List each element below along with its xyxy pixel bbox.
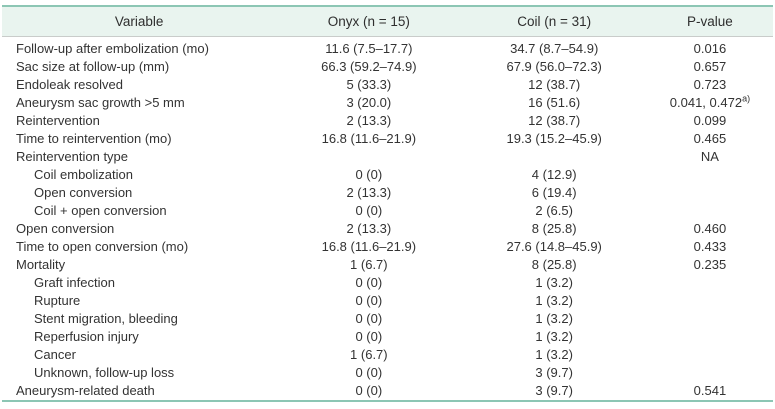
table-row: [2, 292, 773, 310]
coil-value-cell: 34.7 (8.7–54.9): [510, 40, 599, 56]
pvalue-cell: [647, 148, 773, 166]
coil-value-cell: 12 (38.7): [528, 112, 581, 128]
outcomes-comparison-table: [2, 5, 773, 402]
pvalue-text: 0.541: [693, 382, 727, 398]
column-header: Variable: [2, 6, 276, 37]
table-row: [2, 220, 773, 238]
coil-value-cell: 6 (19.4): [531, 184, 577, 200]
coil-value-cell: 27.6 (14.8–45.9): [506, 238, 602, 254]
coil-value-cell: 12 (38.7): [528, 76, 581, 92]
onyx-value-cell: 66.3 (59.2–74.9): [321, 58, 417, 74]
table-row: [2, 130, 773, 148]
variable-cell: Reperfusion injury: [34, 328, 139, 344]
variable-cell: Rupture: [34, 292, 81, 308]
pvalue-text: NA: [700, 148, 719, 164]
onyx-value-cell: 2 (13.3): [346, 220, 392, 236]
onyx-value-cell: 0 (0): [355, 274, 383, 290]
coil-value-cell: 4 (12.9): [531, 166, 577, 182]
column-header: P-value: [647, 6, 773, 37]
coil-value-cell: 1 (3.2): [535, 346, 573, 362]
coil-value-cell: 16 (51.6): [528, 94, 581, 110]
pvalue-cell: [647, 310, 773, 328]
variable-cell: Time to open conversion (mo): [16, 238, 189, 254]
coil-value-cell: 8 (25.8): [531, 256, 577, 272]
variable-cell: Endoleak resolved: [16, 76, 123, 92]
pvalue-cell: [647, 202, 773, 220]
pvalue-cell: [647, 238, 773, 256]
onyx-value-cell: 0 (0): [355, 328, 383, 344]
onyx-value-cell: 3 (20.0): [346, 94, 392, 110]
onyx-value-cell: 0 (0): [355, 166, 383, 182]
table-row: [2, 148, 773, 166]
onyx-value-cell: 11.6 (7.5–17.7): [325, 40, 413, 56]
variable-cell: Mortality: [16, 256, 66, 272]
variable-cell: Unknown, follow-up loss: [34, 364, 175, 380]
variable-cell: Stent migration, bleeding: [34, 310, 178, 326]
variable-cell: Open conversion: [16, 220, 115, 236]
pvalue-cell: [647, 382, 773, 401]
table-row: [2, 238, 773, 256]
coil-value-cell: 1 (3.2): [535, 310, 573, 326]
table-row: [2, 328, 773, 346]
table-row: [2, 202, 773, 220]
variable-cell: Cancer: [34, 346, 76, 362]
variable-cell: Follow-up after embolization (mo): [16, 40, 209, 56]
onyx-value-cell: 16.8 (11.6–21.9): [321, 238, 417, 254]
pvalue-cell: [647, 364, 773, 382]
table-row: [2, 274, 773, 292]
pvalue-cell: [647, 274, 773, 292]
header-row: [2, 6, 773, 37]
coil-value-cell: 3 (9.7): [535, 364, 573, 380]
column-header: Coil (n = 31): [462, 6, 647, 37]
table-row: [2, 310, 773, 328]
table-row: [2, 58, 773, 76]
table-row: [2, 346, 773, 364]
table-row: [2, 76, 773, 94]
pvalue-text: 0.099: [693, 112, 727, 128]
pvalue-cell: [647, 256, 773, 274]
pvalue-text: 0.041, 0.472: [669, 94, 743, 110]
table-header: [2, 6, 773, 37]
table-row: [2, 256, 773, 274]
pvalue-cell: [647, 292, 773, 310]
table-row: [2, 184, 773, 202]
pvalue-cell: [647, 37, 773, 59]
onyx-value-cell: 1 (6.7): [350, 346, 388, 362]
onyx-value-cell: 2 (13.3): [346, 184, 392, 200]
table-row: [2, 166, 773, 184]
onyx-value-cell: 2 (13.3): [346, 112, 392, 128]
table-row: [2, 94, 773, 112]
coil-value-cell: [462, 148, 647, 166]
table-row: [2, 382, 773, 401]
pvalue-text: 0.016: [693, 40, 727, 56]
coil-value-cell: 19.3 (15.2–45.9): [506, 130, 602, 146]
pvalue-cell: [647, 76, 773, 94]
pvalue-text: 0.657: [693, 58, 727, 74]
variable-cell: Coil embolization: [34, 166, 133, 182]
onyx-value-cell: 0 (0): [355, 364, 383, 380]
variable-cell: Aneurysm-related death: [16, 382, 155, 398]
pvalue-cell: [647, 58, 773, 76]
onyx-value-cell: 0 (0): [355, 310, 383, 326]
pvalue-cell: [647, 94, 773, 112]
onyx-value-cell: 0 (0): [355, 202, 383, 218]
pvalue-cell: [647, 184, 773, 202]
variable-cell: Reintervention: [16, 112, 100, 128]
pvalue-text: 0.235: [693, 256, 727, 272]
table-row: [2, 37, 773, 59]
pvalue-cell: [647, 220, 773, 238]
variable-cell: Open conversion: [34, 184, 133, 200]
pvalue-text: 0.433: [693, 238, 727, 254]
coil-value-cell: 3 (9.7): [535, 382, 573, 398]
onyx-value-cell: 1 (6.7): [350, 256, 388, 272]
pvalue-text: 0.465: [693, 130, 727, 146]
pvalue-text: 0.723: [693, 76, 727, 92]
pvalue-cell: [647, 328, 773, 346]
variable-cell: Graft infection: [34, 274, 115, 290]
onyx-value-cell: 16.8 (11.6–21.9): [321, 130, 417, 146]
table-row: [2, 112, 773, 130]
variable-cell: Coil + open conversion: [34, 202, 167, 218]
footnote-marker: a): [742, 94, 751, 104]
variable-cell: Sac size at follow-up (mm): [16, 58, 170, 74]
coil-value-cell: 1 (3.2): [535, 328, 573, 344]
pvalue-cell: [647, 112, 773, 130]
onyx-value-cell: 0 (0): [355, 292, 383, 308]
variable-cell: Time to reintervention (mo): [16, 130, 172, 146]
onyx-value-cell: 5 (33.3): [346, 76, 392, 92]
onyx-value-cell: [276, 148, 461, 166]
variable-cell: Reintervention type: [16, 148, 129, 164]
pvalue-cell: [647, 346, 773, 364]
onyx-value-cell: 0 (0): [355, 382, 383, 398]
table-body: [2, 37, 773, 402]
coil-value-cell: 67.9 (56.0–72.3): [506, 58, 602, 74]
coil-value-cell: 1 (3.2): [535, 292, 573, 308]
pvalue-cell: [647, 130, 773, 148]
pvalue-text: 0.460: [693, 220, 727, 236]
column-header: Onyx (n = 15): [276, 6, 461, 37]
coil-value-cell: 2 (6.5): [535, 202, 573, 218]
variable-cell: Aneurysm sac growth >5 mm: [16, 94, 185, 110]
coil-value-cell: 1 (3.2): [535, 274, 573, 290]
table-row: [2, 364, 773, 382]
pvalue-cell: [647, 166, 773, 184]
coil-value-cell: 8 (25.8): [531, 220, 577, 236]
